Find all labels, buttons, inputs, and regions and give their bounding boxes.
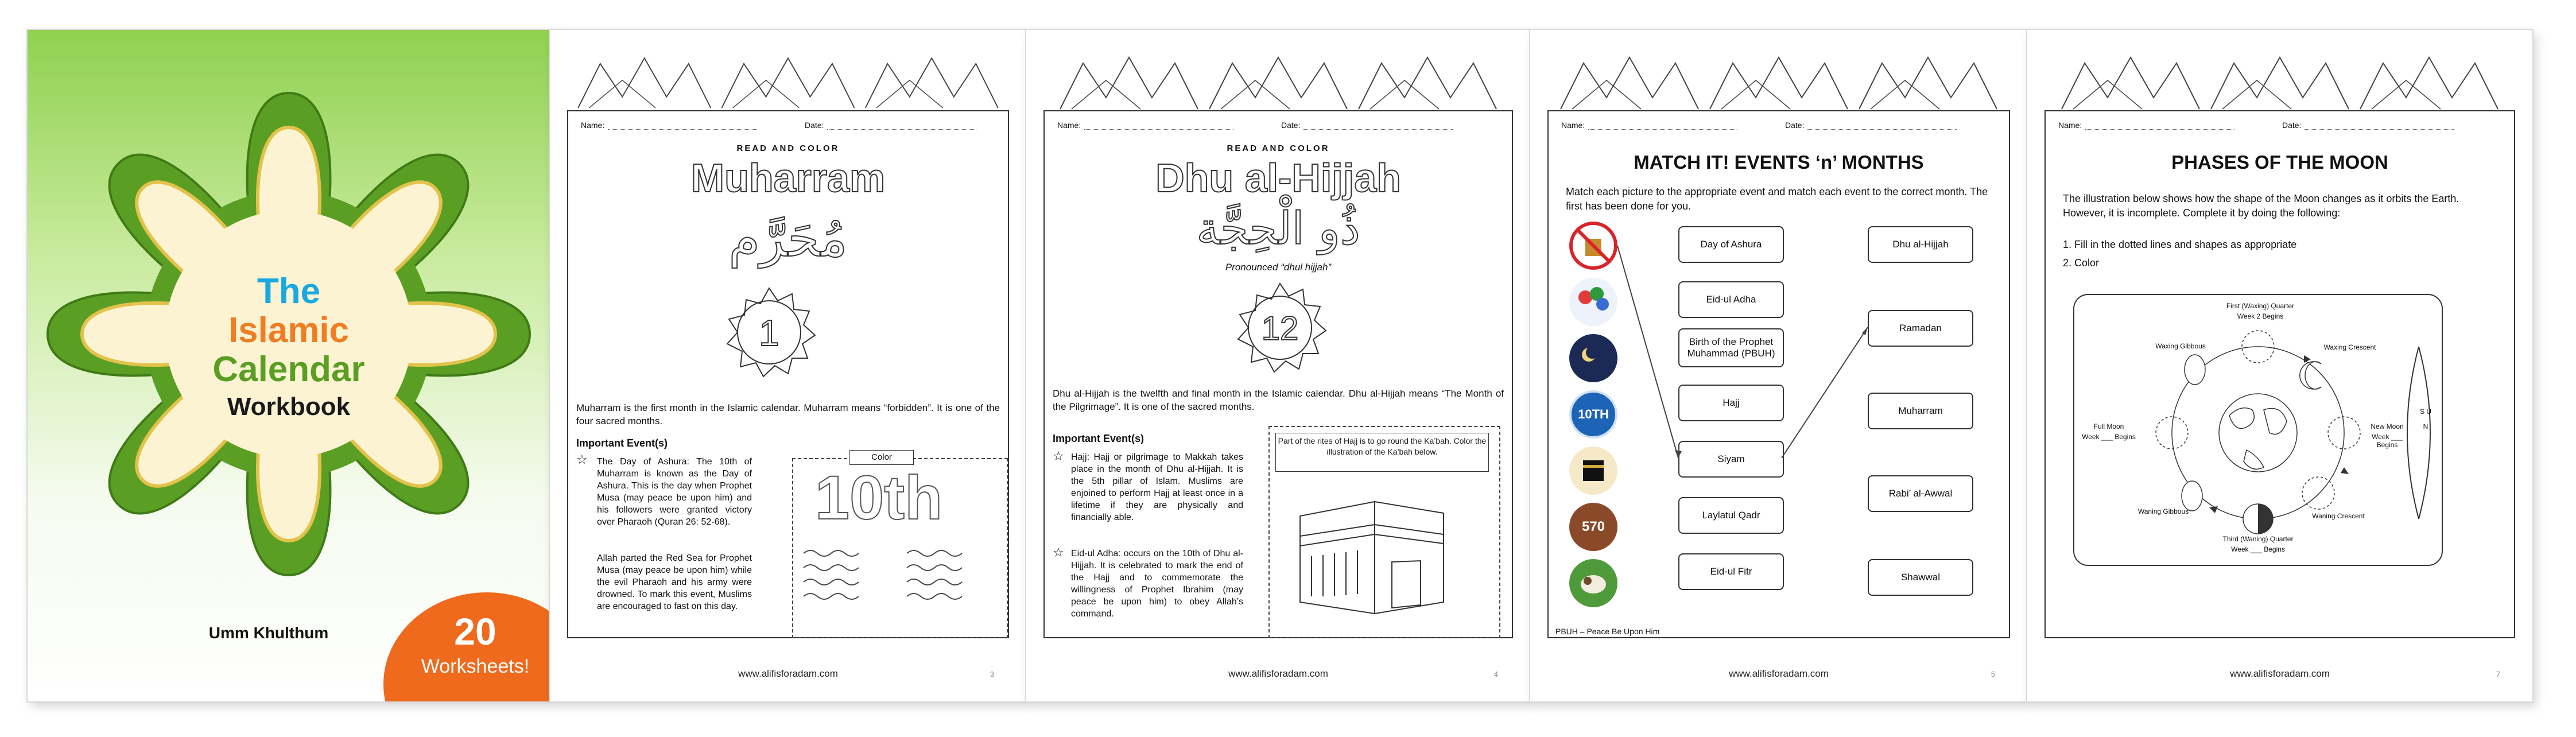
pbuh-footnote: PBUH – Peace Be Upon Him xyxy=(1555,627,1660,636)
month-box-shawwal[interactable]: Shawwal xyxy=(1868,559,1973,596)
month-box-rabi-al-awwal[interactable]: Rabi’ al-Awwal xyxy=(1868,475,1973,512)
label-full-week: Week ___ Begins xyxy=(2082,433,2136,441)
date-label: Date: xyxy=(1785,121,1805,130)
instructions: Match each picture to the appropriate event and match each event to the correct month. The first has been done for you. xyxy=(1566,186,1988,212)
cover-title-calendar: Calendar xyxy=(212,350,365,389)
footer-url[interactable]: www.alifisforadam.com xyxy=(2230,668,2330,679)
month-title: Muharram xyxy=(690,156,886,200)
label-waning-crescent: Waning Crescent xyxy=(2312,512,2365,520)
name-field[interactable] xyxy=(581,121,757,130)
badge-label: Worksheets! xyxy=(421,655,530,677)
worksheet-frame xyxy=(1043,110,1513,638)
arabic-title: مُحَرَّم xyxy=(728,209,848,268)
cover-page xyxy=(28,30,550,701)
date-field[interactable] xyxy=(1281,121,1453,130)
kaaba-icon xyxy=(1289,493,1455,619)
sea-waves-icon xyxy=(798,542,993,605)
pronunciation: Pronounced “dhul hijjah” xyxy=(1225,262,1332,273)
worksheet-muharram xyxy=(550,30,1026,701)
footer-url[interactable]: www.alifisforadam.com xyxy=(1729,668,1829,679)
tenth-outline-text: 10th xyxy=(815,463,943,532)
name-label: Name: xyxy=(1057,121,1081,130)
date-label: Date: xyxy=(805,121,824,130)
name-label: Name: xyxy=(581,121,605,130)
event-eid-adha-text: Eid-ul Adha: occurs on the 10th of Dhu al-Hijjah. It is celebrated to mark the end of the Hajj and to commemorate the willingness of Prophet Ibrahim (may peace be upon him) to obey Allah’s command. xyxy=(1071,549,1243,619)
year-570-picture[interactable]: 570 xyxy=(1569,503,1617,551)
event-box-laylatul-qadr[interactable]: Laylatul Qadr xyxy=(1678,497,1784,534)
number-badge-icon xyxy=(720,284,818,381)
badge-number: 20 xyxy=(454,610,496,653)
worksheet-title: PHASES OF THE MOON xyxy=(2171,152,2388,173)
month-box-muharram[interactable]: Muharram xyxy=(1868,393,1973,429)
page-number: 3 xyxy=(990,670,994,678)
page-number: 4 xyxy=(1493,670,1498,678)
event-box-ashura[interactable]: Day of Ashura xyxy=(1678,226,1784,263)
label-first-quarter: First (Waxing) Quarter xyxy=(2226,302,2295,310)
page-number: 7 xyxy=(2496,670,2500,678)
worksheet-frame xyxy=(1547,110,2010,638)
decorative-border-icon xyxy=(1547,40,2010,115)
event-box-siyam[interactable]: Siyam xyxy=(1678,441,1784,478)
cover-author: Umm Khulthum xyxy=(208,624,329,642)
step-2: 2. Color xyxy=(2063,257,2100,269)
name-field[interactable] xyxy=(1057,121,1233,130)
label-third-week: Week ___ Begins xyxy=(2231,545,2285,553)
date-label: Date: xyxy=(2282,121,2302,130)
star-icon: ☆ xyxy=(1053,545,1064,560)
event-box-hajj[interactable]: Hajj xyxy=(1678,385,1784,421)
month-number: 12 xyxy=(1261,310,1299,347)
event-hajj-text: Hajj: Hajj or pilgrimage to Makkah takes place in the month of Dhu al-Hijjah. It is the 5th pillar of Islam. Muslims are enjoined to perform Hajj at least once in a lifetime if they are physically and financially able. xyxy=(1071,452,1243,522)
worksheet-title: MATCH IT! EVENTS ‘n’ MONTHS xyxy=(1634,152,1924,173)
kaaba-caption: Part of the rites of Hajj is to go round the Ka’bah. Color the illustration of the Ka’bah below. xyxy=(1275,433,1489,472)
worksheet-frame xyxy=(2044,110,2515,638)
date-label: Date: xyxy=(1281,121,1301,130)
tenth-picture[interactable]: 10TH xyxy=(1569,390,1617,439)
arabic-title: ذُو الْحِجَّة xyxy=(1196,203,1360,255)
worksheet-moon-phases xyxy=(2027,30,2532,701)
date-field[interactable] xyxy=(2282,121,2454,130)
event-box-prophet-birth[interactable]: Birth of the Prophet Muhammad (PBUH) xyxy=(1678,328,1784,367)
decorative-border-icon xyxy=(1043,40,1513,115)
month-box-dhul-hijjah[interactable]: Dhu al-Hijjah xyxy=(1868,226,1973,263)
event-box-eid-fitr[interactable]: Eid-ul Fitr xyxy=(1678,553,1784,590)
label-waxing-crescent: Waxing Crescent xyxy=(2323,343,2376,351)
footer-url[interactable]: www.alifisforadam.com xyxy=(738,668,838,679)
footer-url[interactable]: www.alifisforadam.com xyxy=(1228,668,1328,679)
month-number: 1 xyxy=(759,312,779,354)
event-box-eid-adha[interactable]: Eid-ul Adha xyxy=(1678,281,1784,318)
month-intro: Muharram is the first month in the Islamic calendar. Muharram means “forbidden”. It is one of the four sacred months. xyxy=(576,402,1000,426)
decorative-border-icon xyxy=(567,40,1009,115)
month-box-ramadan[interactable]: Ramadan xyxy=(1868,310,1973,347)
cover-title-islamic: Islamic xyxy=(228,311,350,350)
step-1: 1. Fill in the dotted lines and shapes as appropriate xyxy=(2063,239,2297,250)
important-events-heading: Important Event(s) xyxy=(576,437,668,449)
name-label: Name: xyxy=(1561,121,1585,130)
name-field[interactable] xyxy=(2058,121,2234,130)
label-sun: S U N xyxy=(2420,408,2432,430)
match-lines-icon xyxy=(1549,111,2011,651)
label-full-moon: Full Moon xyxy=(2093,422,2124,430)
star-icon: ☆ xyxy=(576,452,588,467)
read-color-kicker: READ AND COLOR xyxy=(736,143,840,153)
color-label: Color xyxy=(849,450,914,465)
event-ashura-text: The Day of Ashura: The 10th of Muharram is known as the Day of Ashura. This is the day when Prophet Musa (may peace be upon him) and his followers were granted victory over Pharaoh (Quran 26: 52-68). xyxy=(597,457,752,527)
name-label: Name: xyxy=(2058,121,2082,130)
read-color-kicker: READ AND COLOR xyxy=(1227,143,1330,153)
month-intro: Dhu al-Hijjah is the twelfth and final month in the Islamic calendar. Dhu al-Hijjah means “The Month of the Pilgrimage”. It is one of the sacred months. xyxy=(1053,388,1504,412)
worksheet-match-it xyxy=(1530,30,2027,701)
worksheet-frame xyxy=(567,110,1009,638)
worksheet-dhul-hijjah xyxy=(1026,30,1530,701)
label-third-quarter: Third (Waning) Quarter xyxy=(2222,535,2294,543)
label-first-week: Week 2 Begins xyxy=(2237,312,2284,320)
cover-title-the: The xyxy=(257,271,321,311)
label-new-moon: New Moon xyxy=(2371,422,2404,430)
label-waxing-gibbous: Waxing Gibbous xyxy=(2155,342,2206,350)
moon-intro: The illustration below shows how the shape of the Moon changes as it orbits the Earth. However, it is incomplete. Complete it by doing the following: xyxy=(2063,193,2459,219)
event-red-sea-text: Allah parted the Red Sea for Prophet Musa (may peace be upon him) while the evil Pharaoh and his army were drowned. To mark this event, Muslims are encouraged to fast on this day. xyxy=(597,553,752,611)
page-number: 5 xyxy=(1991,670,1995,678)
date-field[interactable] xyxy=(805,121,976,130)
important-events-heading: Important Event(s) xyxy=(1053,433,1145,444)
number-badge-icon xyxy=(1231,279,1329,377)
star-icon: ☆ xyxy=(1053,449,1064,463)
decorative-border-icon xyxy=(2044,40,2515,115)
moon-diagram-box xyxy=(2073,294,2443,566)
cover-title-workbook: Workbook xyxy=(227,393,351,421)
label-new-week: Week ___ Begins xyxy=(2372,433,2403,449)
label-waning-gibbous: Waning Gibbous xyxy=(2137,507,2189,515)
month-title: Dhu al-Hijjah xyxy=(1155,156,1401,200)
